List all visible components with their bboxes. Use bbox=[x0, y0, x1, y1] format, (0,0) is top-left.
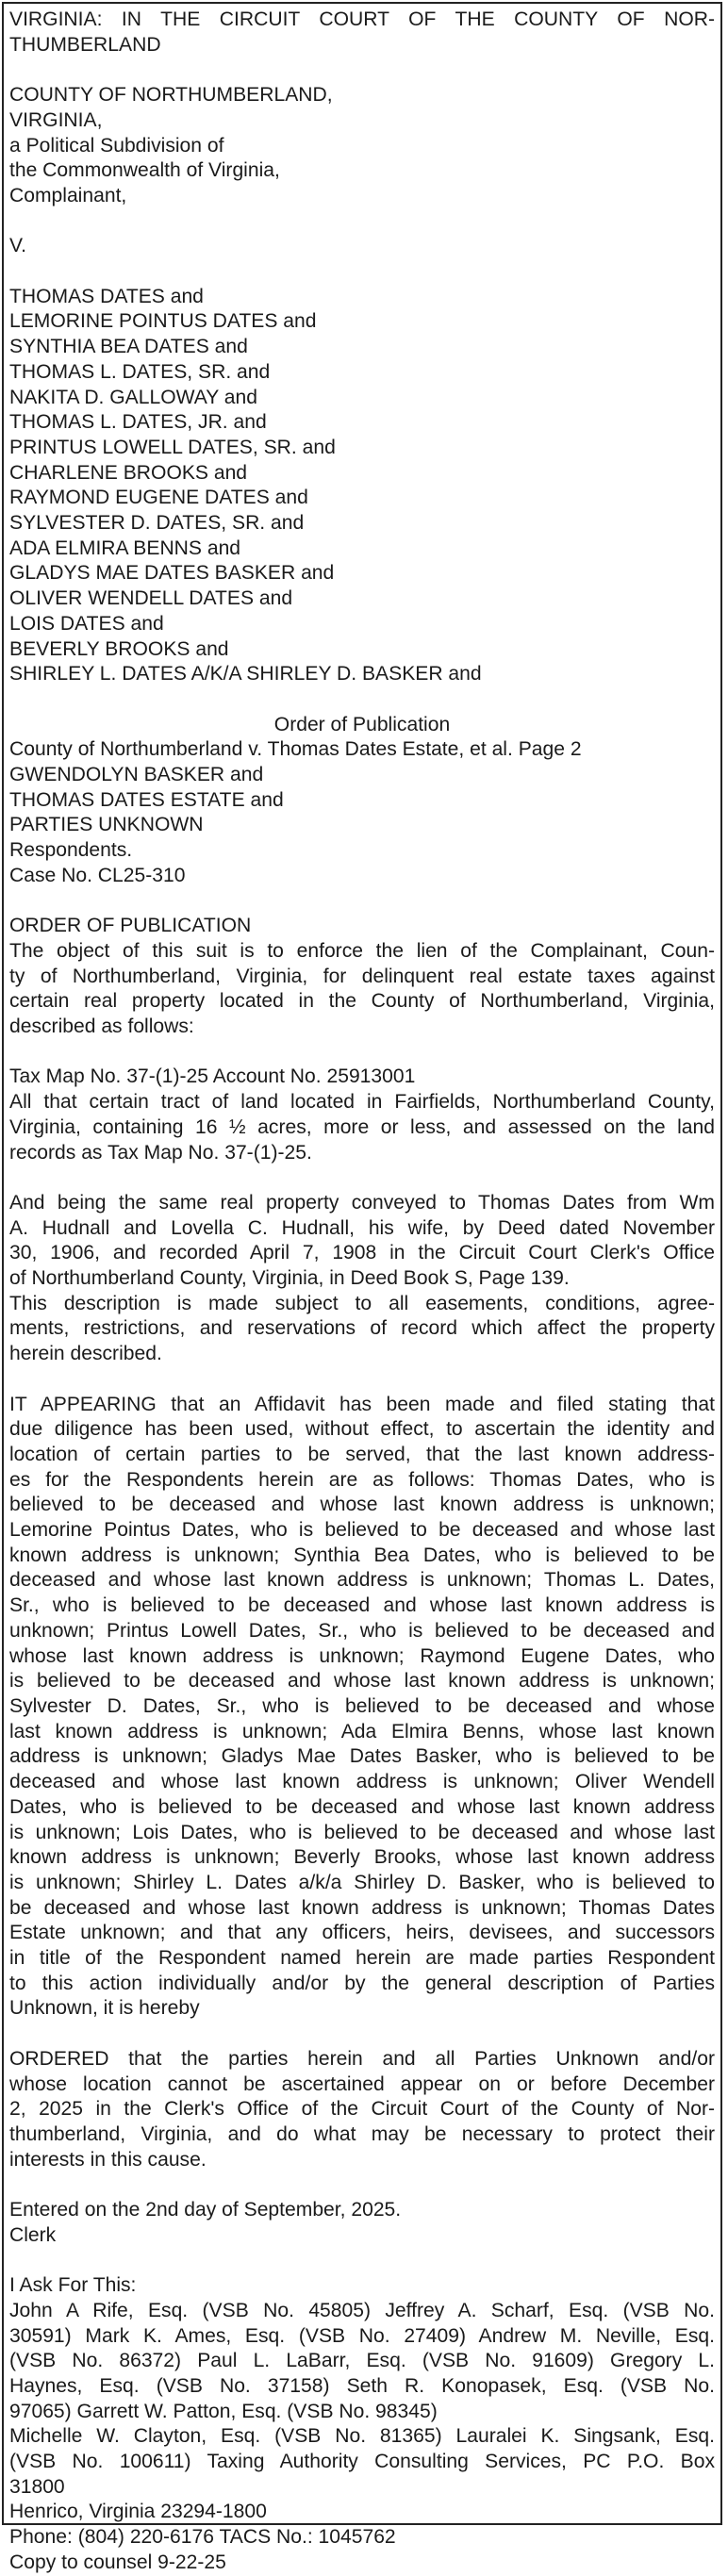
notice-body bbox=[9, 8, 715, 2576]
counsel-paragraph-2 bbox=[9, 2424, 715, 2500]
appearing-paragraph-line: in title of the Respondent named herein are made parties Respondent bbox=[9, 1947, 715, 1970]
paragraph-gap bbox=[9, 889, 715, 915]
respondents-list-line: NAKITA D. GALLOWAY and bbox=[9, 386, 257, 408]
paragraph-gap bbox=[9, 1165, 715, 1191]
respondents-continued-line: Case No. CL25-310 bbox=[9, 864, 186, 886]
appearing-paragraph-line: last known address is unknown; Ada Elmira Benns, whose last known bbox=[9, 1720, 715, 1742]
counsel-paragraph-2-line: (VSB No. 100611) Taxing Authority Consulting Services, PC P.O. Box bbox=[9, 2451, 715, 2473]
object-paragraph-line: The object of this suit is to enforce the lien of the Complainant, Coun- bbox=[9, 939, 715, 962]
respondents-list bbox=[9, 285, 715, 687]
counsel-paragraph-line: 97065) Garrett W. Patton, Esq. (VSB No. 98345) bbox=[9, 2400, 438, 2422]
counsel-paragraph-line: 30591) Mark K. Ames, Esq. (VSB No. 27409) Andrew M. Neville, Esq. bbox=[9, 2324, 715, 2347]
appearing-paragraph-line: address is unknown; Gladys Mae Dates Basker, who is believed to be bbox=[9, 1745, 715, 1768]
object-paragraph bbox=[9, 939, 715, 1040]
complainant-block-line: COUNTY OF NORTHUMBERLAND, bbox=[9, 84, 333, 107]
respondents-continued bbox=[9, 763, 715, 889]
paragraph-gap bbox=[9, 1040, 715, 1065]
respondents-list-line: BEVERLY BROOKS and bbox=[9, 637, 229, 660]
appearing-paragraph-line: Lemorine Pointus Dates, who is believed to be deceased and whose last bbox=[9, 1519, 715, 1542]
paragraph-gap bbox=[9, 687, 715, 713]
tract-paragraph-line: records as Tax Map No. 37-(1)-25. bbox=[9, 1141, 312, 1164]
order-heading-line: Order of Publication bbox=[273, 713, 451, 735]
object-paragraph-line: ty of Northumberland, Virginia, for delinquent real estate taxes against bbox=[9, 965, 715, 987]
appearing-paragraph-line: known address is unknown; Synthia Bea Dates, who is believed to be bbox=[9, 1544, 715, 1566]
conveyed-paragraph-line: of Northumberland County, Virginia, in Deed Book S, Page 139. bbox=[9, 1267, 570, 1290]
counsel-paragraph-line: John A Rife, Esq. (VSB No. 45805) Jeffrey A. Scharf, Esq. (VSB No. bbox=[9, 2299, 715, 2321]
entered-block bbox=[9, 2198, 715, 2248]
contact-block-line: Copy to counsel 9-22-25 bbox=[9, 2551, 226, 2573]
counsel-paragraph bbox=[9, 2299, 715, 2425]
counsel-paragraph-2-line: Michelle W. Clayton, Esq. (VSB No. 81365) Lauralei K. Singsank, Esq. bbox=[9, 2425, 715, 2448]
respondents-list-line: LOIS DATES and bbox=[9, 612, 164, 635]
entered-block-line: Clerk bbox=[9, 2223, 57, 2246]
respondents-list-line: ADA ELMIRA BENNS and bbox=[9, 537, 241, 559]
entered-block-line: Entered on the 2nd day of September, 2025. bbox=[9, 2199, 402, 2221]
complainant-block bbox=[9, 83, 715, 209]
appearing-paragraph bbox=[9, 1393, 715, 2023]
legal-notice bbox=[2, 2, 722, 2573]
tract-paragraph-line: Virginia, containing 16 ½ acres, more or less, and assessed on the land bbox=[9, 1115, 715, 1138]
complainant-block-line: Complainant, bbox=[9, 184, 127, 206]
respondents-continued-line: THOMAS DATES ESTATE and bbox=[9, 788, 284, 811]
page-header bbox=[9, 737, 715, 763]
appearing-paragraph-line: Sylvester D. Dates, Sr., who is believed to be deceased and whose bbox=[9, 1694, 715, 1717]
appearing-paragraph-line: is unknown; Shirley L. Dates a/k/a Shirley D. Basker, who is believed to bbox=[9, 1871, 715, 1893]
appearing-paragraph-line: whose last known address is unknown; Raymond Eugene Dates, who bbox=[9, 1644, 715, 1667]
subject-paragraph-line: herein described. bbox=[9, 1343, 162, 1365]
respondents-list-line: SHIRLEY L. DATES A/K/A SHIRLEY D. BASKER and bbox=[9, 663, 482, 685]
ask-heading-line: I Ask For This: bbox=[9, 2274, 137, 2297]
paragraph-gap bbox=[9, 58, 715, 83]
tax-map-line-line: Tax Map No. 37-(1)-25 Account No. 25913001 bbox=[9, 1065, 416, 1088]
order-title bbox=[9, 914, 715, 939]
conveyed-paragraph-line: A. Hudnall and Lovella C. Hudnall, his wife, by Deed dated November bbox=[9, 1216, 715, 1239]
appearing-paragraph-line: unknown; Printus Lowell Dates, Sr., who is believed to be deceased and bbox=[9, 1619, 715, 1642]
tract-paragraph bbox=[9, 1090, 715, 1165]
counsel-paragraph-2-line: 31800 bbox=[9, 2475, 65, 2498]
appearing-paragraph-line: es for the Respondents herein are as follows: Thomas Dates, who is bbox=[9, 1468, 715, 1491]
appearing-paragraph-line: deceased and whose last known address is unknown; Thomas L. Dates, bbox=[9, 1569, 715, 1592]
respondents-list-line: LEMORINE POINTUS DATES and bbox=[9, 310, 317, 333]
appearing-paragraph-line: Unknown, it is hereby bbox=[9, 1997, 200, 2020]
subject-paragraph bbox=[9, 1292, 715, 1367]
page-header-line: County of Northumberland v. Thomas Dates Estate, et al. Page 2 bbox=[9, 738, 582, 761]
paragraph-gap bbox=[9, 259, 715, 285]
appearing-paragraph-line: due diligence has been used, without effect, to ascertain the identity and bbox=[9, 1418, 715, 1441]
ordered-paragraph bbox=[9, 2047, 715, 2173]
respondents-continued-line: GWENDOLYN BASKER and bbox=[9, 764, 264, 786]
appearing-paragraph-line: Dates, who is believed to be deceased and whose last known address bbox=[9, 1795, 715, 1818]
object-paragraph-line: described as follows: bbox=[9, 1016, 194, 1038]
respondents-list-line: PRINTUS LOWELL DATES, SR. and bbox=[9, 436, 336, 458]
appearing-paragraph-line: Sr., who is believed to be deceased and whose last known address is bbox=[9, 1594, 715, 1617]
versus-label bbox=[9, 234, 715, 259]
contact-block bbox=[9, 2500, 715, 2575]
court-caption-line: VIRGINIA: IN THE CIRCUIT COURT OF THE COUNTY OF NOR- bbox=[9, 8, 715, 30]
paragraph-gap bbox=[9, 2172, 715, 2198]
ordered-paragraph-line: interests in this cause. bbox=[9, 2148, 207, 2171]
conveyed-paragraph-line: And being the same real property conveyed to Thomas Dates from Wm bbox=[9, 1191, 715, 1214]
complainant-block-line: VIRGINIA, bbox=[9, 108, 103, 131]
court-caption bbox=[9, 8, 715, 58]
counsel-paragraph-line: Haynes, Esq. (VSB No. 37158) Seth R. Konopasek, Esq. (VSB No. bbox=[9, 2374, 715, 2397]
respondents-list-line: THOMAS DATES and bbox=[9, 285, 204, 307]
appearing-paragraph-line: is unknown; Lois Dates, who is believed to be deceased and whose last bbox=[9, 1821, 715, 1843]
appearing-paragraph-line: known address is unknown; Beverly Brooks, whose last known address bbox=[9, 1846, 715, 1869]
respondents-continued-line: Respondents. bbox=[9, 839, 133, 862]
paragraph-gap bbox=[9, 2248, 715, 2273]
tract-paragraph-line: All that certain tract of land located in Fairfields, Northumberland County, bbox=[9, 1091, 715, 1114]
tax-map-line bbox=[9, 1065, 715, 1090]
respondents-list-line: OLIVER WENDELL DATES and bbox=[9, 587, 293, 610]
ask-heading bbox=[9, 2273, 715, 2299]
order-title-line: ORDER OF PUBLICATION bbox=[9, 915, 252, 937]
respondents-list-line: CHARLENE BROOKS and bbox=[9, 461, 248, 484]
respondents-list-line: SYNTHIA BEA DATES and bbox=[9, 336, 248, 358]
appearing-paragraph-line: be deceased and whose last known address is unknown; Thomas Dates bbox=[9, 1896, 715, 1919]
respondents-list-line: RAYMOND EUGENE DATES and bbox=[9, 487, 308, 509]
ordered-paragraph-line: 2, 2025 in the Clerk's Office of the Circuit Court of the County of Nor- bbox=[9, 2098, 715, 2121]
ordered-paragraph-line: thumberland, Virginia, and do what may be necessary to protect their bbox=[9, 2122, 715, 2145]
conveyed-paragraph-line: 30, 1906, and recorded April 7, 1908 in the Circuit Court Clerk's Office bbox=[9, 1242, 715, 1264]
complainant-block-line: a Political Subdivision of bbox=[9, 134, 224, 157]
versus-label-line: V. bbox=[9, 235, 26, 257]
respondents-continued-line: PARTIES UNKNOWN bbox=[9, 814, 204, 836]
appearing-paragraph-line: Estate unknown; and that any officers, heirs, devisees, and successors bbox=[9, 1922, 715, 1944]
appearing-paragraph-line: deceased and whose last known address is unknown; Oliver Wendell bbox=[9, 1771, 715, 1793]
contact-block-line: Phone: (804) 220-6176 TACS No.: 1045762 bbox=[9, 2526, 396, 2549]
appearing-paragraph-line: is believed to be deceased and whose last known address is unknown; bbox=[9, 1670, 715, 1693]
appearing-paragraph-line: believed to be deceased and whose last known address is unknown; bbox=[9, 1494, 715, 1516]
respondents-list-line: THOMAS L. DATES, SR. and bbox=[9, 360, 271, 383]
appearing-paragraph-line: to this action individually and/or by the general description of Parties bbox=[9, 1972, 715, 1994]
court-caption-line: THUMBERLAND bbox=[9, 33, 161, 56]
paragraph-gap bbox=[9, 1367, 715, 1393]
object-paragraph-line: certain real property located in the County of Northumberland, Virginia, bbox=[9, 990, 715, 1013]
respondents-list-line: THOMAS L. DATES, JR. and bbox=[9, 411, 267, 434]
ordered-paragraph-line: whose location cannot be ascertained appear on or before December bbox=[9, 2072, 715, 2095]
counsel-paragraph-line: (VSB No. 86372) Paul L. LaBarr, Esq. (VSB No. 91609) Gregory L. bbox=[9, 2350, 715, 2372]
subject-paragraph-line: This description is made subject to all easements, conditions, agree- bbox=[9, 1292, 715, 1314]
subject-paragraph-line: ments, restrictions, and reservations of record which affect the property bbox=[9, 1317, 715, 1340]
contact-block-line: Henrico, Virginia 23294-1800 bbox=[9, 2501, 267, 2523]
respondents-list-line: SYLVESTER D. DATES, SR. and bbox=[9, 512, 305, 535]
respondents-list-line: GLADYS MAE DATES BASKER and bbox=[9, 562, 335, 585]
appearing-paragraph-line: IT APPEARING that an Affidavit has been made and filed stating that bbox=[9, 1393, 715, 1415]
paragraph-gap bbox=[9, 2022, 715, 2047]
complainant-block-line: the Commonwealth of Virginia, bbox=[9, 159, 280, 182]
ordered-paragraph-line: ORDERED that the parties herein and all Parties Unknown and/or bbox=[9, 2047, 715, 2070]
paragraph-gap bbox=[9, 209, 715, 235]
appearing-paragraph-line: location of certain parties to be served, that the last known address- bbox=[9, 1443, 715, 1465]
conveyed-paragraph bbox=[9, 1191, 715, 1292]
order-heading bbox=[9, 713, 715, 738]
